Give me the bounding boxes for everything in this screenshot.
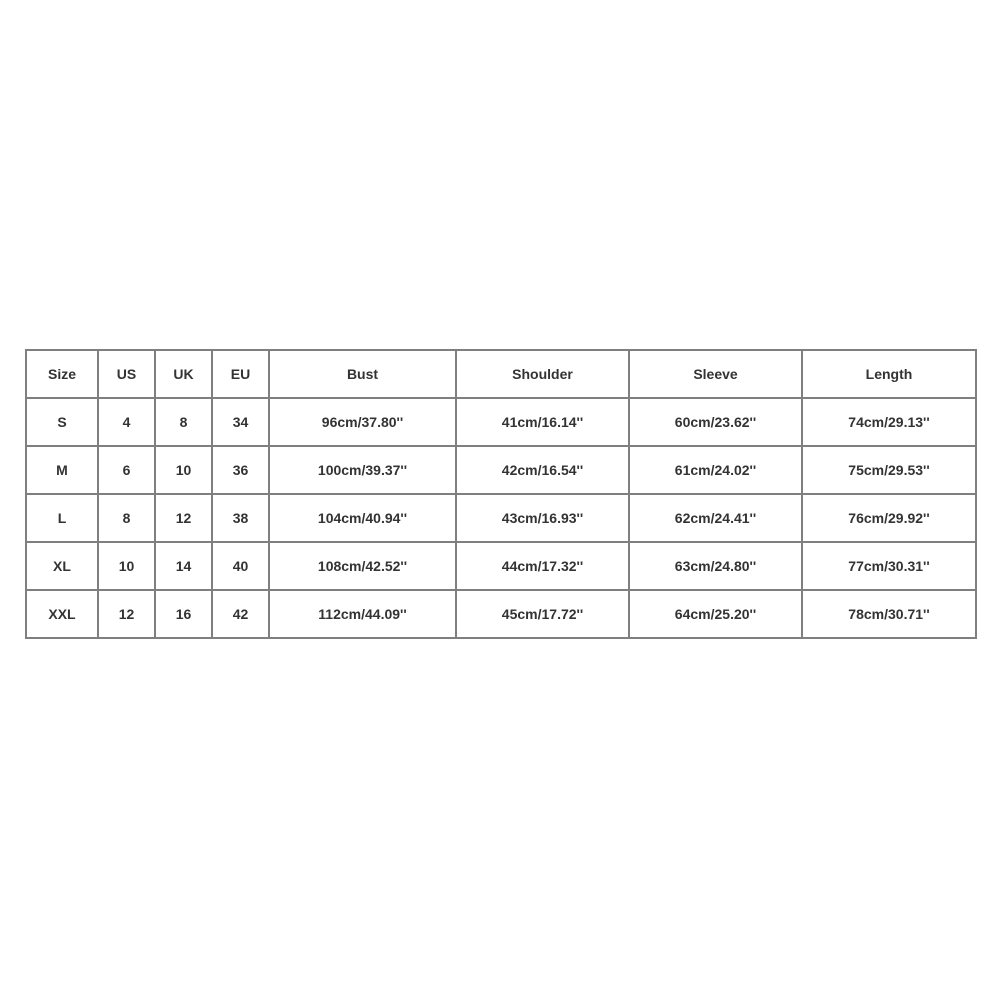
header-eu: EU [212,350,269,398]
uk-cell: 14 [155,542,212,590]
bust-cell: 96cm/37.80'' [269,398,456,446]
length-cell: 75cm/29.53'' [802,446,976,494]
sleeve-cell: 60cm/23.62'' [629,398,802,446]
bust-cell: 108cm/42.52'' [269,542,456,590]
size-cell: M [26,446,98,494]
table-row [26,494,976,542]
us-cell: 8 [98,494,155,542]
header-shoulder: Shoulder [456,350,629,398]
sleeve-cell: 62cm/24.41'' [629,494,802,542]
header-size: Size [26,350,98,398]
us-cell: 4 [98,398,155,446]
header-length: Length [802,350,976,398]
eu-cell: 42 [212,590,269,638]
eu-cell: 34 [212,398,269,446]
table-row [26,446,976,494]
eu-cell: 36 [212,446,269,494]
length-cell: 76cm/29.92'' [802,494,976,542]
shoulder-cell: 41cm/16.14'' [456,398,629,446]
size-cell: L [26,494,98,542]
shoulder-cell: 42cm/16.54'' [456,446,629,494]
header-sleeve: Sleeve [629,350,802,398]
sleeve-cell: 63cm/24.80'' [629,542,802,590]
table-row [26,398,976,446]
header-us: US [98,350,155,398]
size-cell: S [26,398,98,446]
table-row [26,542,976,590]
length-cell: 77cm/30.31'' [802,542,976,590]
length-cell: 78cm/30.71'' [802,590,976,638]
header-bust: Bust [269,350,456,398]
size-cell: XL [26,542,98,590]
uk-cell: 8 [155,398,212,446]
table-row [26,590,976,638]
shoulder-cell: 45cm/17.72'' [456,590,629,638]
shoulder-cell: 44cm/17.32'' [456,542,629,590]
shoulder-cell: 43cm/16.93'' [456,494,629,542]
uk-cell: 12 [155,494,212,542]
eu-cell: 40 [212,542,269,590]
us-cell: 12 [98,590,155,638]
us-cell: 10 [98,542,155,590]
sleeve-cell: 64cm/25.20'' [629,590,802,638]
bust-cell: 100cm/39.37'' [269,446,456,494]
length-cell: 74cm/29.13'' [802,398,976,446]
uk-cell: 16 [155,590,212,638]
eu-cell: 38 [212,494,269,542]
size-cell: XXL [26,590,98,638]
uk-cell: 10 [155,446,212,494]
header-row [26,350,976,398]
header-uk: UK [155,350,212,398]
bust-cell: 112cm/44.09'' [269,590,456,638]
size-chart-table [25,349,977,639]
sleeve-cell: 61cm/24.02'' [629,446,802,494]
bust-cell: 104cm/40.94'' [269,494,456,542]
us-cell: 6 [98,446,155,494]
